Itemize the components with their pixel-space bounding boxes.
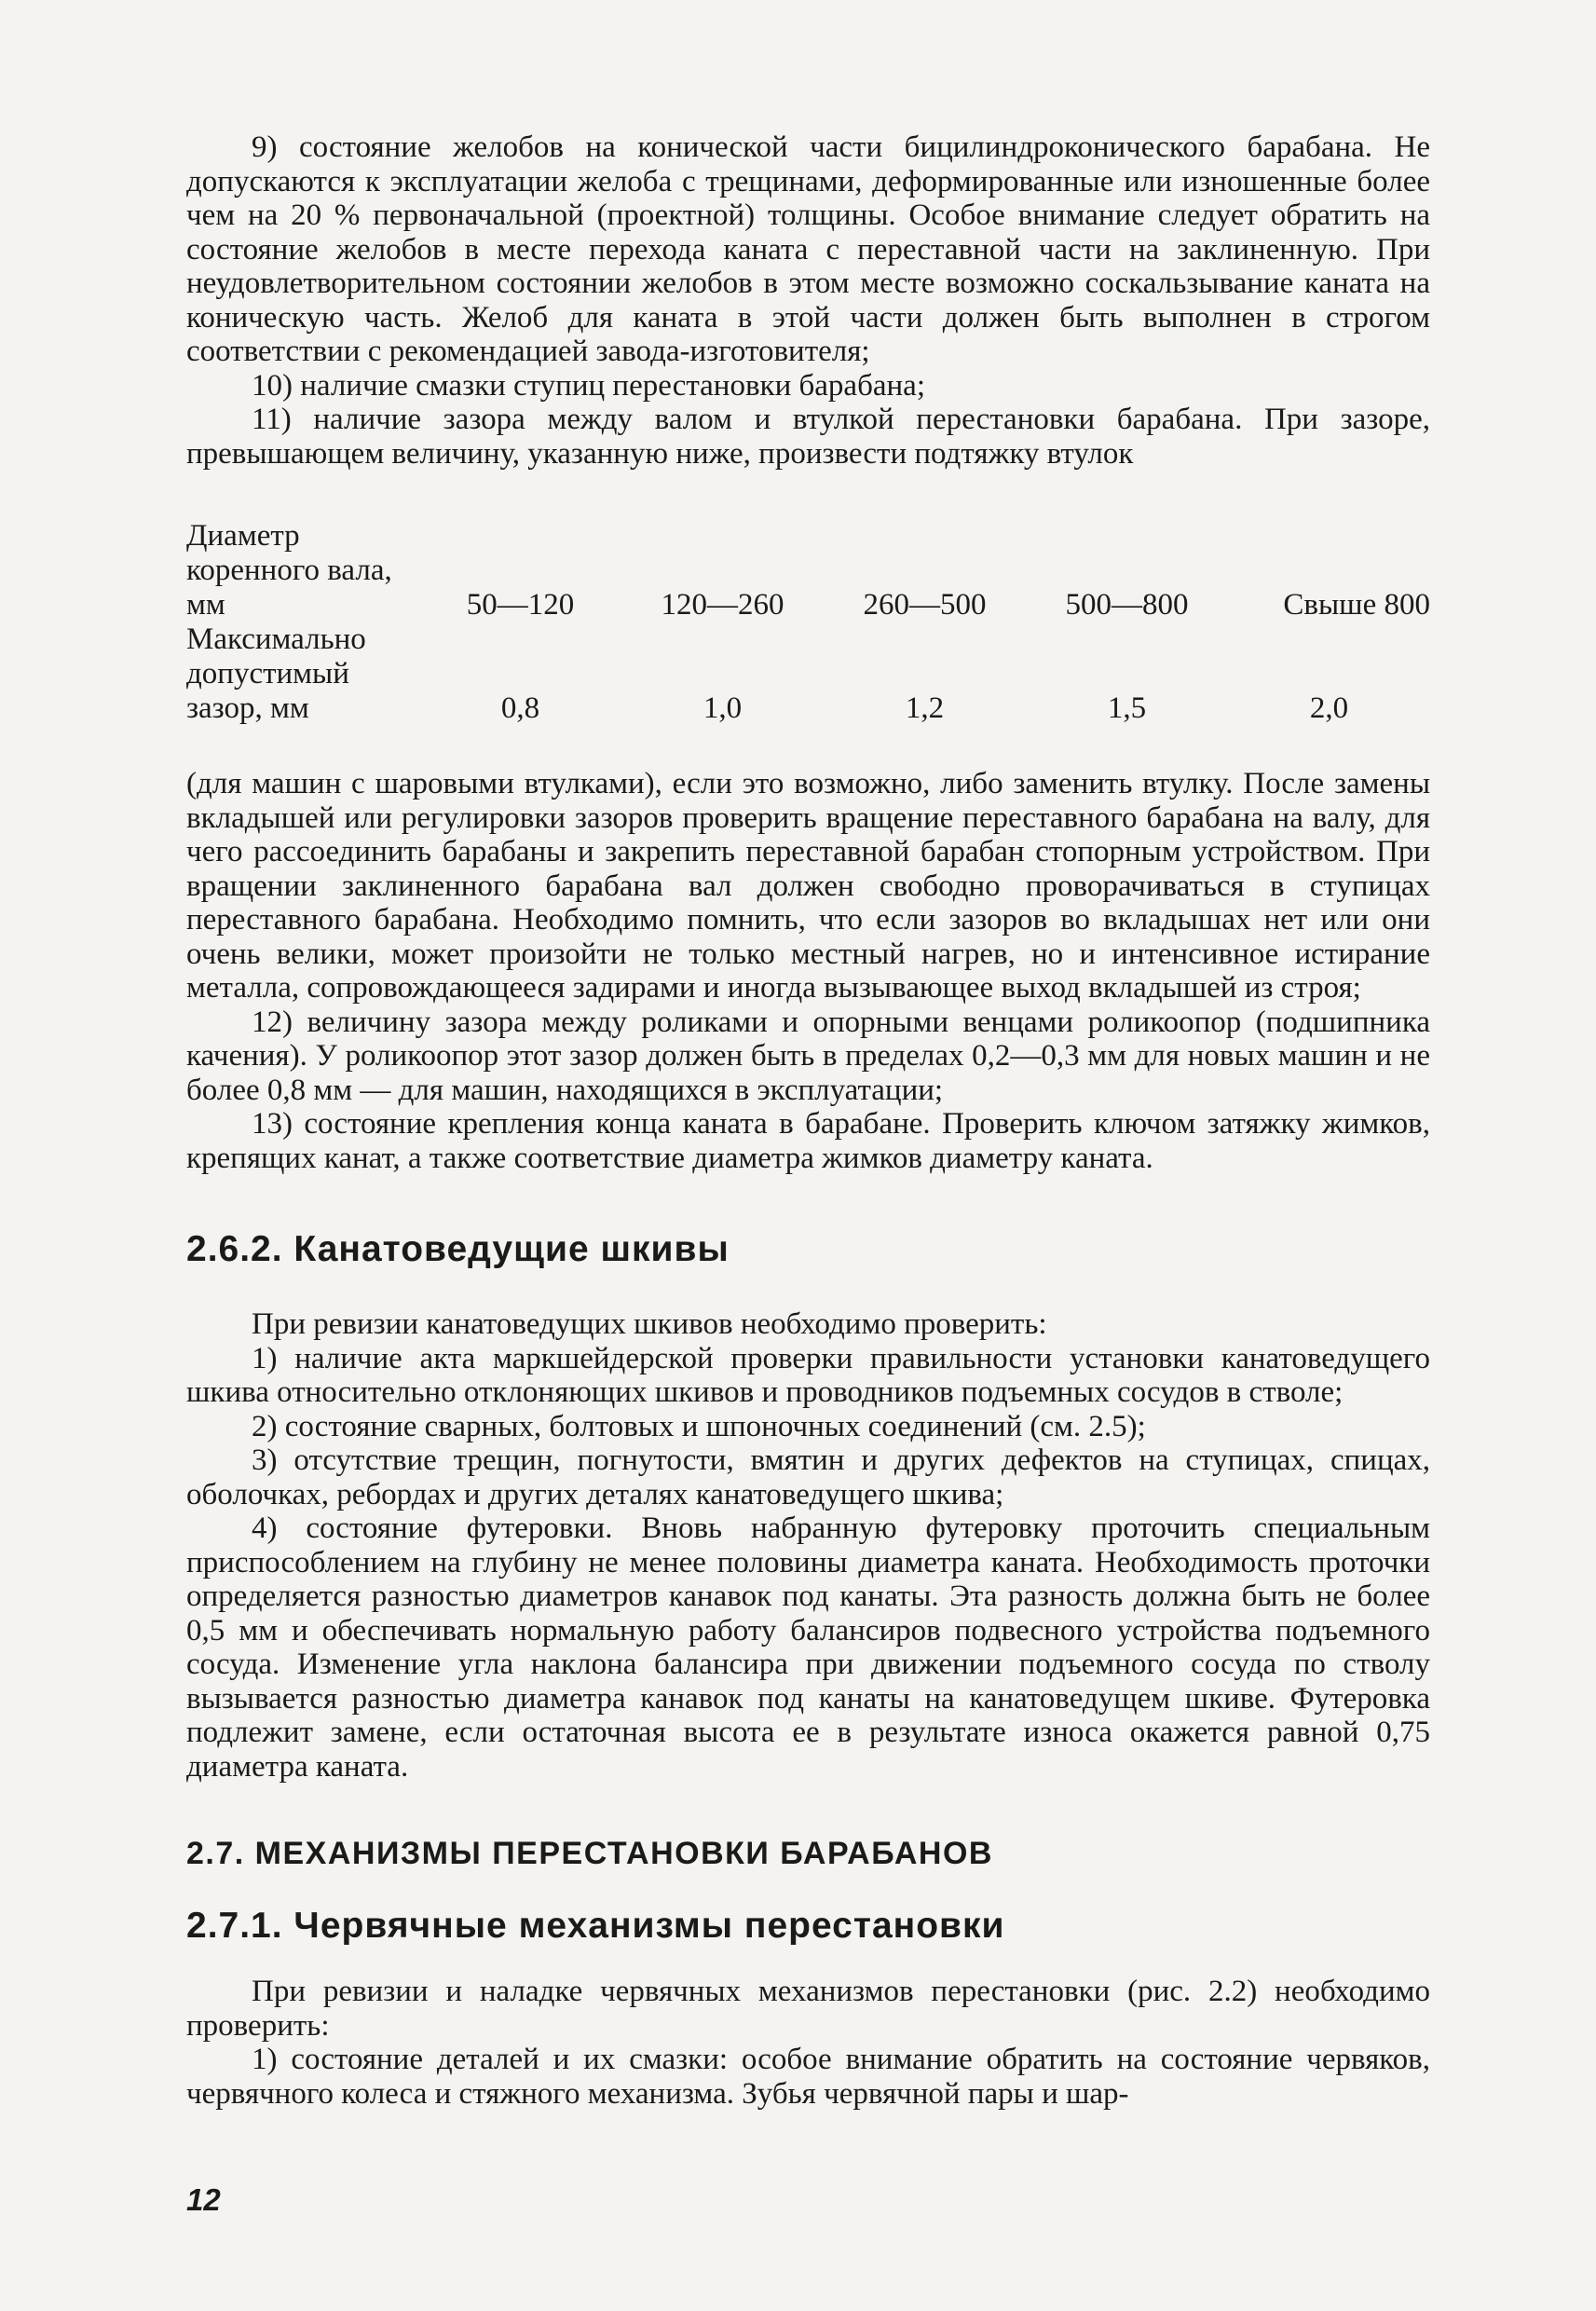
item-11: 11) наличие зазора между валом и втулкой перестановки барабана. При зазоре, превышающем величину, указанную ниже, произвести подтяжку втулок xyxy=(186,403,1430,471)
item-11-continued: (для машин с шаровыми втулками), если это возможно, либо заменить втулку. После замены вкладышей или регулировки зазоров проверить вращение переставного барабана на валу, для чего рассоединить барабаны и закрепить переставной барабан стопорным устройством. При вращении заклиненного барабана вал должен свободно проворачиваться в ступицах переставного барабана. Необходимо помнить, что если зазоров во вкладышах нет или они очень велики, может произойти не только местный нагрев, но и интенсивное истирание металла, сопровождающееся задирами и иногда вызывающее выход вкладышей из строя; xyxy=(186,767,1430,1005)
table-cell: 500—800 xyxy=(1065,588,1189,622)
section-2-6-2-item-1: 1) наличие акта маркшейдерской проверки правильности установки канатоведущего шкива относительно отклоняющих шкивов и проводников подъемных сосудов в стволе; xyxy=(186,1341,1430,1409)
table-cell: 0,8 xyxy=(500,691,540,725)
table-cell: 1,0 xyxy=(703,691,743,725)
table-cell: 1,2 xyxy=(905,691,945,725)
page-content xyxy=(186,130,1430,2111)
table-label-clearance: Максимально допустимый зазор, мм xyxy=(186,622,366,725)
table-cell: Свыше 800 xyxy=(1283,588,1430,622)
table-cell: 2,0 xyxy=(1309,691,1349,725)
item-9: 9) состояние желобов на конической части бицилиндроконического барабана. Не допускаются к эксплуатации желоба с трещинами, деформированные или изношенные более чем на 20 % первоначальной (проектной) толщины. Особое внимание следует обратить на состояние желобов в месте перехода каната с переставной части на заклиненную. При неудовлетворительном состоянии желобов в этом месте возможно соскальзывание каната на коническую часть. Желоб для каната в этой части должен быть выполнен в строгом соответствии с рекомендацией завода-изготовителя; xyxy=(186,130,1430,368)
heading-2-6-2: 2.6.2. Канатоведущие шкивы xyxy=(186,1229,730,1269)
section-2-6-2-item-3: 3) отсутствие трещин, погнутости, вмятин и других дефектов на ступицах, спицах, оболочках, ребордах и других деталях канатоведущего шкива; xyxy=(186,1443,1430,1511)
table-row-clearance xyxy=(186,622,1430,726)
section-2-6-2-intro: При ревизии канатоведущих шкивов необходимо проверить: xyxy=(252,1307,1047,1341)
heading-2-7-1: 2.7.1. Червячные механизмы перестановки xyxy=(186,1906,1005,1946)
page-number: 12 xyxy=(186,2182,221,2217)
clearance-table xyxy=(186,519,1430,726)
table-cell: 50—120 xyxy=(466,588,575,622)
item-10: 10) наличие смазки ступиц перестановки барабана; xyxy=(252,368,925,403)
item-13: 13) состояние крепления конца каната в барабане. Проверить ключом затяжку жимков, крепящих канат, а также соответствие диаметра жимков диаметру каната. xyxy=(186,1107,1430,1175)
section-2-6-2-item-2: 2) состояние сварных, болтовых и шпоночных соединений (см. 2.5); xyxy=(252,1409,1146,1443)
table-cell: 260—500 xyxy=(863,588,987,622)
section-2-6-2-item-4: 4) состояние футеровки. Вновь набранную футеровку проточить специальным приспособлением на глубину не менее половины диаметра каната. Необходимость проточки определяется разностью диаметров канавок под канаты. Эта разность должна быть не более 0,5 мм и обеспечивать нормальную работу балансиров подвесного устройства подъемного сосуда. Изменение угла наклона балансира при движении подъемного сосуда по стволу вызывается разностью диаметра канавок под канаты на канатоведущем шкиве. Футеровка подлежит замене, если остаточная высота ее в результате износа окажется равной 0,75 диаметра каната. xyxy=(186,1511,1430,1784)
table-cell: 1,5 xyxy=(1107,691,1147,725)
item-12: 12) величину зазора между роликами и опорными венцами роликоопор (подшипника качения). У роликоопор этот зазор должен быть в пределах 0,2—0,3 мм для новых машин и не более 0,8 мм — для машин, находящихся в эксплуатации; xyxy=(186,1005,1430,1107)
section-2-7-1-intro: При ревизии и наладке червячных механизмов перестановки (рис. 2.2) необходимо проверить: xyxy=(186,1975,1430,2043)
table-cell: 120—260 xyxy=(661,588,784,622)
section-2-7-1-item-1: 1) состояние деталей и их смазки: особое внимание обратить на состояние червяков, червячного колеса и стяжного механизма. Зубья червячной пары и шар- xyxy=(186,2043,1430,2111)
table-row-diameter xyxy=(186,519,1430,622)
table-label-diameter: Диаметр коренного вала, мм xyxy=(186,519,392,622)
heading-2-7: 2.7. МЕХАНИЗМЫ ПЕРЕСТАНОВКИ БАРАБАНОВ xyxy=(186,1836,993,1871)
